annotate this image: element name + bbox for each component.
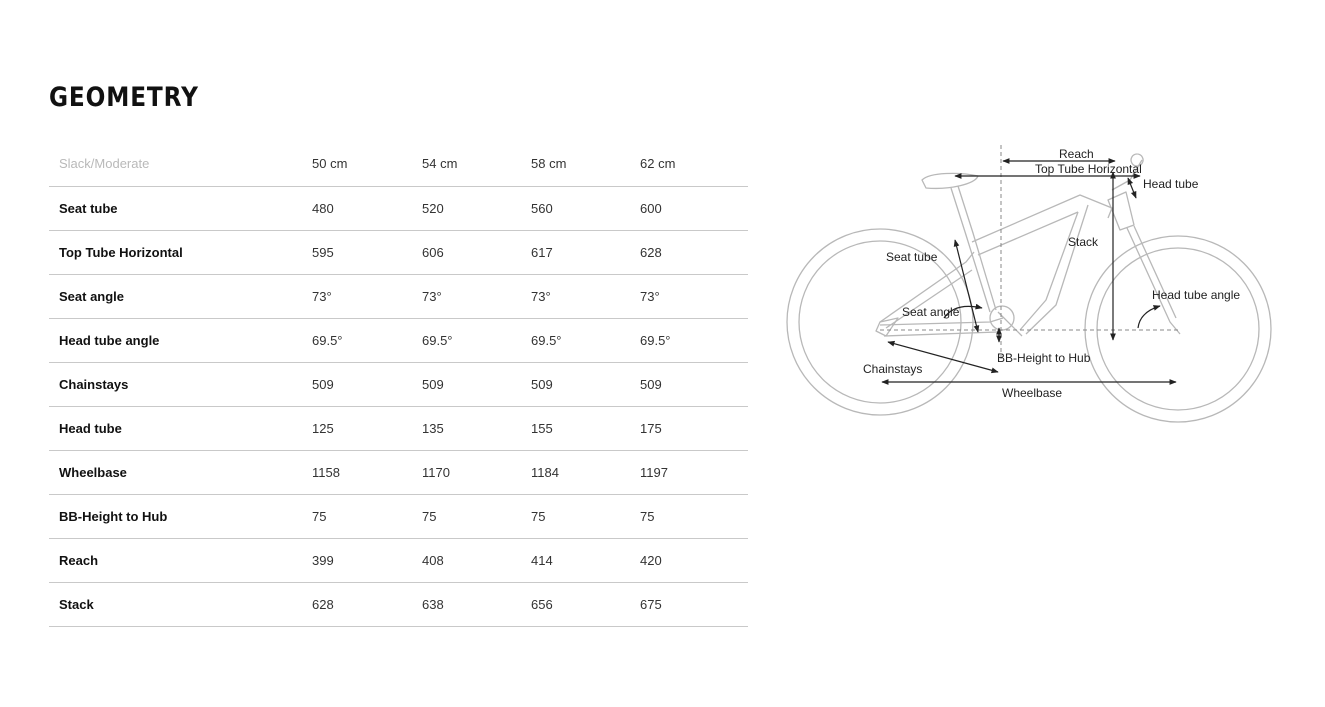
label-head-tube-angle: Head tube angle bbox=[1152, 288, 1241, 302]
page-title: GEOMETRY bbox=[49, 82, 199, 113]
cell-value: 595 bbox=[312, 231, 422, 275]
row-label: Stack bbox=[49, 583, 312, 627]
row-label: BB-Height to Hub bbox=[49, 495, 312, 539]
cell-value: 1170 bbox=[422, 451, 531, 495]
table-row-reach bbox=[49, 539, 748, 583]
cell-value: 600 bbox=[640, 187, 748, 231]
cell-value: 73° bbox=[422, 275, 531, 319]
cell-value: 675 bbox=[640, 583, 748, 627]
row-label: Head tube angle bbox=[49, 319, 312, 363]
cell-value: 73° bbox=[531, 275, 640, 319]
cell-value: 73° bbox=[640, 275, 748, 319]
cell-value: 628 bbox=[312, 583, 422, 627]
cell-value: 75 bbox=[312, 495, 422, 539]
cell-value: 175 bbox=[640, 407, 748, 451]
cell-value: 520 bbox=[422, 187, 531, 231]
table-row-head-tube-angle bbox=[49, 319, 748, 363]
cell-value: 628 bbox=[640, 231, 748, 275]
cell-value: 509 bbox=[640, 363, 748, 407]
row-label: Wheelbase bbox=[49, 451, 312, 495]
label-top-tube-horizontal: Top Tube Horizontal bbox=[1035, 162, 1142, 176]
bike-geometry-diagram bbox=[780, 140, 1280, 430]
header-setup: Slack/Moderate bbox=[49, 141, 312, 187]
cell-value: 1158 bbox=[312, 451, 422, 495]
cell-value: 560 bbox=[531, 187, 640, 231]
cell-value: 414 bbox=[531, 539, 640, 583]
row-label: Reach bbox=[49, 539, 312, 583]
cell-value: 399 bbox=[312, 539, 422, 583]
cell-value: 69.5° bbox=[312, 319, 422, 363]
header-size-54: 54 cm bbox=[422, 141, 531, 187]
cell-value: 420 bbox=[640, 539, 748, 583]
measurement-arrows bbox=[882, 161, 1176, 382]
cell-value: 75 bbox=[640, 495, 748, 539]
header-size-50: 50 cm bbox=[312, 141, 422, 187]
cell-value: 656 bbox=[531, 583, 640, 627]
cell-value: 69.5° bbox=[422, 319, 531, 363]
row-label: Top Tube Horizontal bbox=[49, 231, 312, 275]
label-stack: Stack bbox=[1068, 235, 1099, 249]
cell-value: 509 bbox=[312, 363, 422, 407]
cell-value: 617 bbox=[531, 231, 640, 275]
cell-value: 638 bbox=[422, 583, 531, 627]
geometry-table bbox=[49, 141, 748, 627]
cell-value: 509 bbox=[531, 363, 640, 407]
table-header-row bbox=[49, 141, 748, 187]
head-tube-angle-arc bbox=[1138, 306, 1160, 328]
cell-value: 480 bbox=[312, 187, 422, 231]
cell-value: 135 bbox=[422, 407, 531, 451]
cell-value: 73° bbox=[312, 275, 422, 319]
label-bb-height-to-hub: BB-Height to Hub bbox=[997, 351, 1091, 365]
table-row-seat-angle bbox=[49, 275, 748, 319]
label-seat-angle: Seat angle bbox=[902, 305, 960, 319]
cell-value: 69.5° bbox=[640, 319, 748, 363]
label-chainstays: Chainstays bbox=[863, 362, 923, 376]
label-seat-tube: Seat tube bbox=[886, 250, 938, 264]
cell-value: 1184 bbox=[531, 451, 640, 495]
header-size-62: 62 cm bbox=[640, 141, 748, 187]
cell-value: 1197 bbox=[640, 451, 748, 495]
label-head-tube: Head tube bbox=[1143, 177, 1199, 191]
label-reach: Reach bbox=[1059, 147, 1094, 161]
head-tube-arrow bbox=[1128, 178, 1136, 198]
table-row-chainstays bbox=[49, 363, 748, 407]
row-label: Seat angle bbox=[49, 275, 312, 319]
label-wheelbase: Wheelbase bbox=[1002, 386, 1063, 400]
row-label: Chainstays bbox=[49, 363, 312, 407]
cell-value: 75 bbox=[422, 495, 531, 539]
cell-value: 606 bbox=[422, 231, 531, 275]
header-size-58: 58 cm bbox=[531, 141, 640, 187]
cell-value: 509 bbox=[422, 363, 531, 407]
cell-value: 125 bbox=[312, 407, 422, 451]
cell-value: 69.5° bbox=[531, 319, 640, 363]
cell-value: 155 bbox=[531, 407, 640, 451]
row-label: Seat tube bbox=[49, 187, 312, 231]
table-row-seat-tube bbox=[49, 187, 748, 231]
cell-value: 75 bbox=[531, 495, 640, 539]
table-row-stack bbox=[49, 583, 748, 627]
cell-value: 408 bbox=[422, 539, 531, 583]
table-row-head-tube bbox=[49, 407, 748, 451]
table-row-top-tube-horizontal bbox=[49, 231, 748, 275]
table-row-wheelbase bbox=[49, 451, 748, 495]
row-label: Head tube bbox=[49, 407, 312, 451]
table-row-bb-height-to-hub bbox=[49, 495, 748, 539]
